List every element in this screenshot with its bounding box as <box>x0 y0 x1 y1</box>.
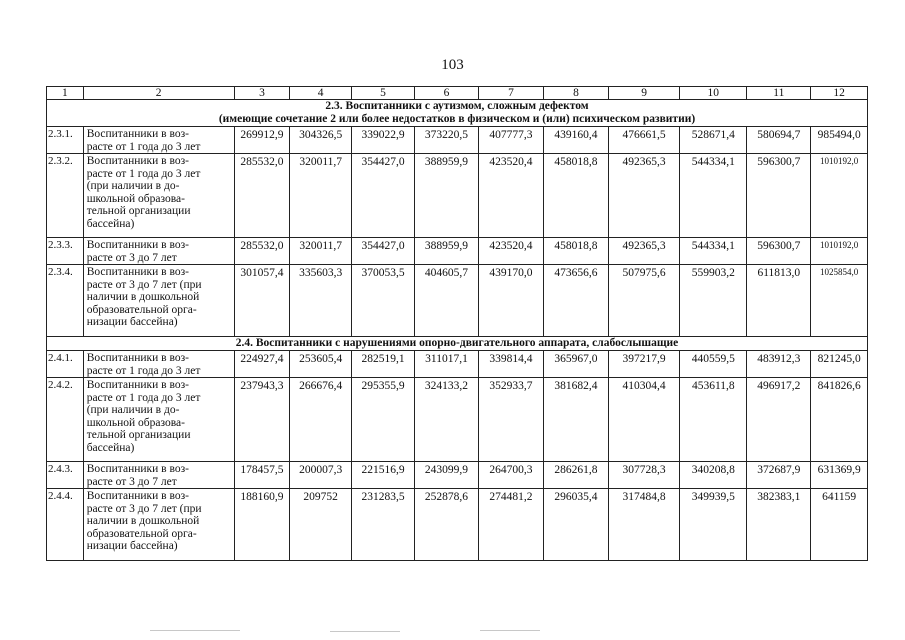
value-cell: 382383,1 <box>747 489 811 561</box>
table-row <box>47 378 868 462</box>
description-line: расте от 3 до 7 лет (при <box>86 278 202 291</box>
description-line: расте от 1 года до 3 лет <box>86 364 201 377</box>
scan-artifact <box>150 630 240 631</box>
column-header: 8 <box>543 87 608 100</box>
value-cell: 237943,3 <box>234 378 290 462</box>
value-cell: 304326,5 <box>290 127 352 154</box>
value-cell: 1025854,0 <box>811 265 868 337</box>
value-cell: 320011,7 <box>290 154 352 238</box>
value-cell: 269912,9 <box>234 127 290 154</box>
description-line: Воспитанники в воз- <box>86 128 189 140</box>
value-cell: 496917,2 <box>747 378 811 462</box>
value-cell: 388959,9 <box>415 238 479 265</box>
value-cell: 320011,7 <box>290 238 352 265</box>
section-title-row <box>47 100 868 127</box>
column-header: 12 <box>811 87 868 100</box>
row-description <box>83 265 234 337</box>
value-cell: 370053,5 <box>352 265 415 337</box>
value-cell: 373220,5 <box>415 127 479 154</box>
row-description <box>83 462 234 489</box>
value-cell: 339814,4 <box>478 351 543 378</box>
value-cell: 985494,0 <box>811 127 868 154</box>
value-cell: 311017,1 <box>415 351 479 378</box>
value-cell: 286261,8 <box>543 462 608 489</box>
value-cell: 507975,6 <box>608 265 679 337</box>
value-cell: 285532,0 <box>234 238 290 265</box>
description-line: наличии в дошкольной <box>86 291 200 303</box>
value-cell: 410304,4 <box>608 378 679 462</box>
column-header: 5 <box>352 87 415 100</box>
page-number: 103 <box>441 57 464 73</box>
description-line: низации бассейна) <box>86 540 178 552</box>
value-cell: 423520,4 <box>478 154 543 238</box>
value-cell: 476661,5 <box>608 127 679 154</box>
column-header: 6 <box>415 87 479 100</box>
description-line: наличии в дошкольной <box>86 515 200 527</box>
row-description <box>83 154 234 238</box>
table-row <box>47 127 868 154</box>
table-row <box>47 154 868 238</box>
value-cell: 317484,8 <box>608 489 679 561</box>
value-cell: 388959,9 <box>415 154 479 238</box>
table-body <box>47 87 868 561</box>
section-title-line: 2.3. Воспитанники с аутизмом, сложным дефектом <box>325 100 589 112</box>
section-title-line: (имеющие сочетание 2 или более недостатков в физическом и (или) психическом развитии) <box>218 112 696 125</box>
row-description <box>83 351 234 378</box>
description-line: расте от 1 года до 3 лет <box>86 391 201 404</box>
value-cell: 1010192,0 <box>811 238 868 265</box>
column-header: 2 <box>83 87 234 100</box>
value-cell: 483912,3 <box>747 351 811 378</box>
row-description <box>83 127 234 154</box>
value-cell: 178457,5 <box>234 462 290 489</box>
column-header: 10 <box>680 87 747 100</box>
description-line: расте от 1 года до 3 лет <box>86 167 201 180</box>
section-title-row <box>47 337 868 351</box>
description-line: (при наличии в до- <box>86 180 180 192</box>
value-cell: 596300,7 <box>747 154 811 238</box>
value-cell: 1010192,0 <box>811 154 868 238</box>
column-header: 7 <box>478 87 543 100</box>
value-cell: 397217,9 <box>608 351 679 378</box>
tariff-table <box>46 86 868 561</box>
value-cell: 365967,0 <box>543 351 608 378</box>
description-line: Воспитанники в воз- <box>86 155 189 167</box>
value-cell: 200007,3 <box>290 462 352 489</box>
value-cell: 224927,4 <box>234 351 290 378</box>
value-cell: 423520,4 <box>478 238 543 265</box>
section-title <box>47 100 868 127</box>
description-line: Воспитанники в воз- <box>86 352 189 364</box>
row-number: 2.4.2. <box>47 378 84 462</box>
value-cell: 295355,9 <box>352 378 415 462</box>
value-cell: 285532,0 <box>234 154 290 238</box>
scan-artifact <box>480 630 540 631</box>
value-cell: 372687,9 <box>747 462 811 489</box>
value-cell: 243099,9 <box>415 462 479 489</box>
value-cell: 544334,1 <box>680 154 747 238</box>
column-header: 11 <box>747 87 811 100</box>
value-cell: 381682,4 <box>543 378 608 462</box>
description-line: (при наличии в до- <box>86 404 180 416</box>
description-line: школьной образова- <box>86 192 185 205</box>
value-cell: 209752 <box>290 489 352 561</box>
scan-artifact <box>330 631 400 632</box>
description-line: расте от 3 до 7 лет (при <box>86 502 202 515</box>
value-cell: 188160,9 <box>234 489 290 561</box>
value-cell: 339022,9 <box>352 127 415 154</box>
value-cell: 439170,0 <box>478 265 543 337</box>
value-cell: 335603,3 <box>290 265 352 337</box>
value-cell: 596300,7 <box>747 238 811 265</box>
value-cell: 296035,4 <box>543 489 608 561</box>
value-cell: 528671,4 <box>680 127 747 154</box>
value-cell: 253605,4 <box>290 351 352 378</box>
value-cell: 641159 <box>811 489 868 561</box>
column-header: 3 <box>234 87 290 100</box>
description-line: Воспитанники в воз- <box>86 239 189 251</box>
description-line: бассейна) <box>86 441 135 454</box>
description-line: тельной организации <box>86 205 191 217</box>
description-line: Воспитанники в воз- <box>86 463 189 475</box>
value-cell: 458018,8 <box>543 238 608 265</box>
table-row <box>47 351 868 378</box>
value-cell: 439160,4 <box>543 127 608 154</box>
description-line: расте от 1 года до 3 лет <box>86 140 201 153</box>
row-number: 2.4.1. <box>47 351 84 378</box>
row-description <box>83 238 234 265</box>
value-cell: 841826,6 <box>811 378 868 462</box>
value-cell: 631369,9 <box>811 462 868 489</box>
value-cell: 473656,6 <box>543 265 608 337</box>
description-line: тельной организации <box>86 429 191 441</box>
description-line: школьной образова- <box>86 416 185 429</box>
row-number: 2.4.4. <box>47 489 84 561</box>
row-number: 2.3.4. <box>47 265 84 337</box>
row-number: 2.4.3. <box>47 462 84 489</box>
value-cell: 354427,0 <box>352 154 415 238</box>
row-description <box>83 489 234 561</box>
description-line: расте от 3 до 7 лет <box>86 251 177 264</box>
value-cell: 264700,3 <box>478 462 543 489</box>
value-cell: 458018,8 <box>543 154 608 238</box>
value-cell: 282519,1 <box>352 351 415 378</box>
value-cell: 301057,4 <box>234 265 290 337</box>
value-cell: 580694,7 <box>747 127 811 154</box>
column-numbers-row <box>47 87 868 100</box>
description-line: Воспитанники в воз- <box>86 266 189 278</box>
row-description <box>83 378 234 462</box>
column-header: 1 <box>47 87 84 100</box>
value-cell: 492365,3 <box>608 154 679 238</box>
value-cell: 307728,3 <box>608 462 679 489</box>
value-cell: 352933,7 <box>478 378 543 462</box>
row-number: 2.3.3. <box>47 238 84 265</box>
description-line: бассейна) <box>86 217 135 230</box>
value-cell: 611813,0 <box>747 265 811 337</box>
value-cell: 221516,9 <box>352 462 415 489</box>
value-cell: 440559,5 <box>680 351 747 378</box>
description-line: Воспитанники в воз- <box>86 490 189 502</box>
value-cell: 340208,8 <box>680 462 747 489</box>
description-line: расте от 3 до 7 лет <box>86 475 177 488</box>
value-cell: 324133,2 <box>415 378 479 462</box>
value-cell: 404605,7 <box>415 265 479 337</box>
table-row <box>47 462 868 489</box>
table-row <box>47 489 868 561</box>
value-cell: 407777,3 <box>478 127 543 154</box>
value-cell: 453611,8 <box>680 378 747 462</box>
value-cell: 559903,2 <box>680 265 747 337</box>
value-cell: 266676,4 <box>290 378 352 462</box>
table-row <box>47 238 868 265</box>
description-line: низации бассейна) <box>86 316 178 328</box>
value-cell: 492365,3 <box>608 238 679 265</box>
value-cell: 821245,0 <box>811 351 868 378</box>
section-title-line: 2.4. Воспитанники с нарушениями опорно-двигательного аппарата, слабослышащие <box>235 337 679 349</box>
row-number: 2.3.1. <box>47 127 84 154</box>
value-cell: 252878,6 <box>415 489 479 561</box>
column-header: 9 <box>608 87 679 100</box>
description-line: образовательной орга- <box>86 303 197 316</box>
value-cell: 354427,0 <box>352 238 415 265</box>
description-line: Воспитанники в воз- <box>86 379 189 391</box>
column-header: 4 <box>290 87 352 100</box>
description-line: образовательной орга- <box>86 527 197 540</box>
section-title <box>47 337 868 351</box>
row-number: 2.3.2. <box>47 154 84 238</box>
value-cell: 349939,5 <box>680 489 747 561</box>
table-row <box>47 265 868 337</box>
value-cell: 231283,5 <box>352 489 415 561</box>
value-cell: 544334,1 <box>680 238 747 265</box>
value-cell: 274481,2 <box>478 489 543 561</box>
